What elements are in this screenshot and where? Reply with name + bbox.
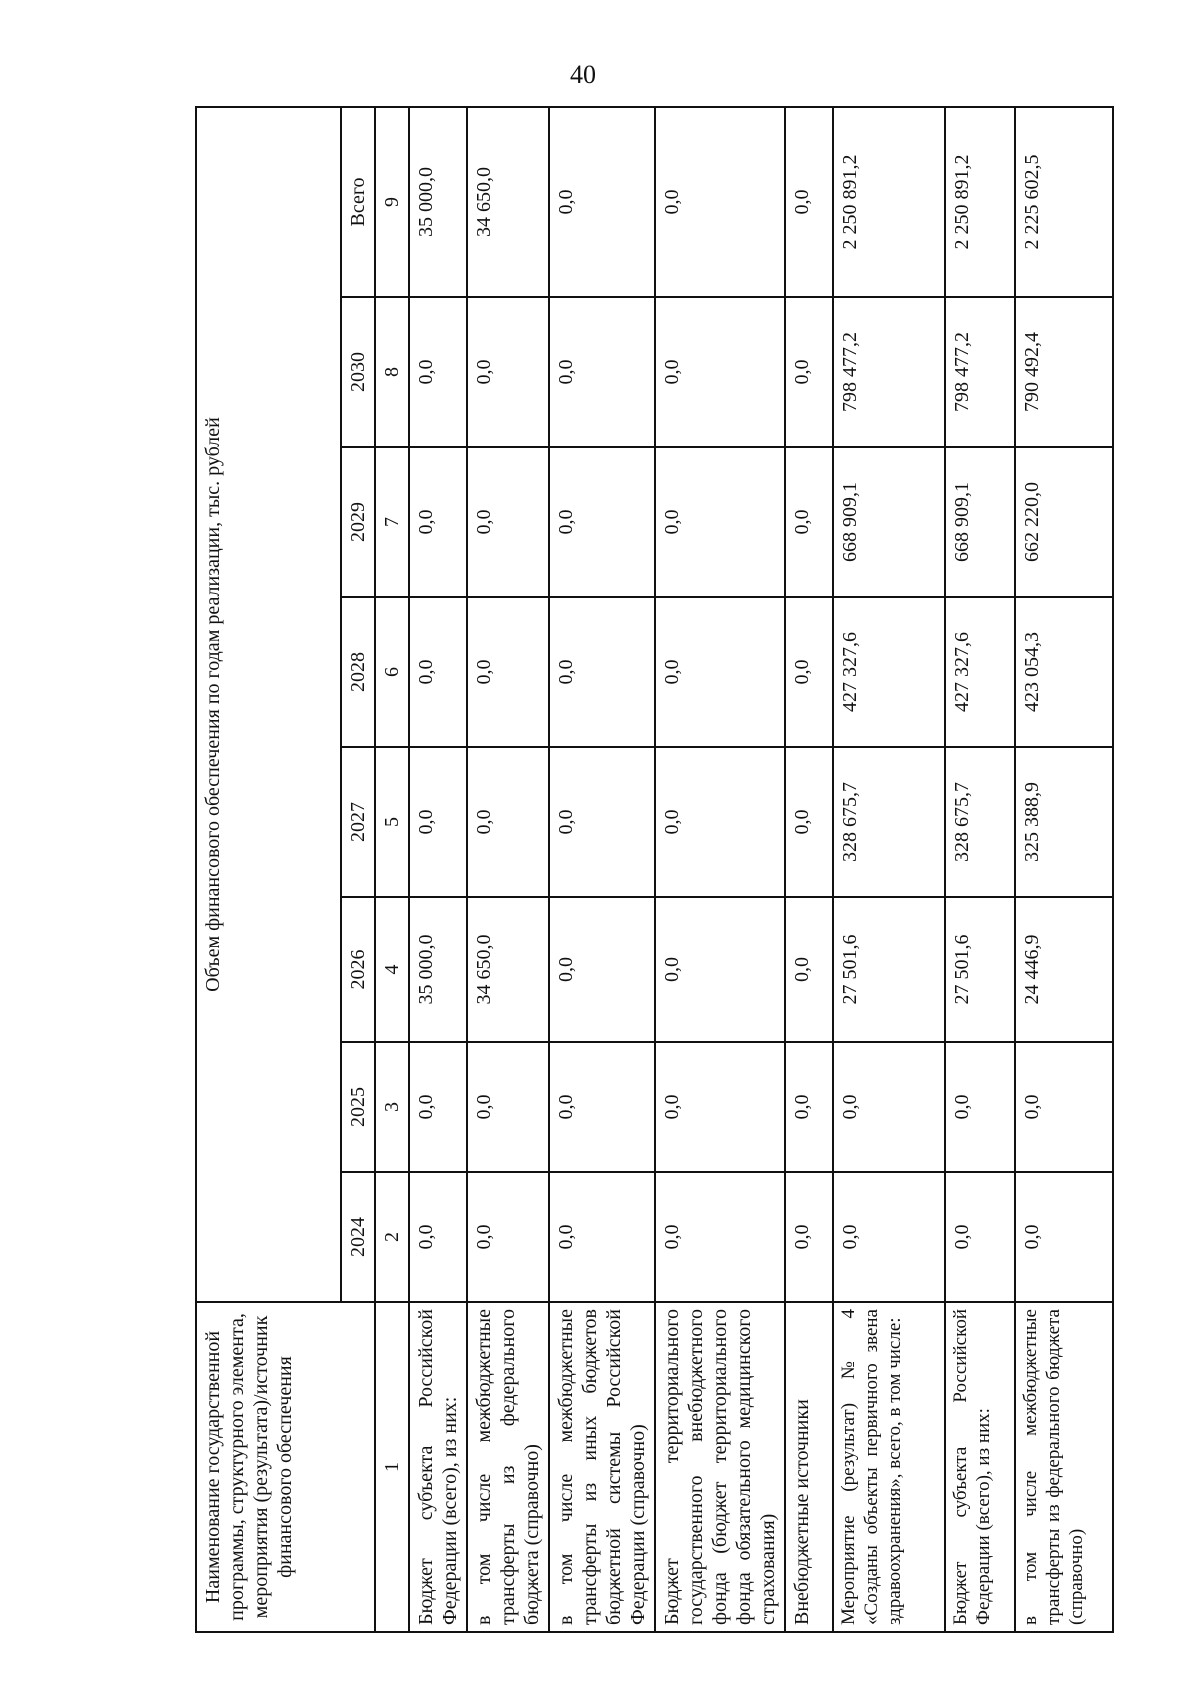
row-value: 2 250 891,2 (833, 107, 945, 297)
column-number: 2 (375, 1172, 409, 1302)
column-number: 9 (375, 107, 409, 297)
header-year: 2028 (341, 597, 375, 747)
row-value: 35 000,0 (409, 107, 467, 297)
row-value: 0,0 (945, 1172, 1015, 1302)
row-value: 0,0 (549, 1042, 655, 1172)
row-value: 27 501,6 (833, 897, 945, 1042)
row-value: 0,0 (1015, 1042, 1113, 1172)
column-number: 6 (375, 597, 409, 747)
row-value: 0,0 (833, 1172, 945, 1302)
row-value: 662 220,0 (1015, 447, 1113, 597)
table-row (785, 107, 833, 1632)
row-name: Внебюджетные источники (785, 1302, 833, 1632)
header-year: 2027 (341, 747, 375, 897)
table-row (833, 107, 945, 1632)
row-value: 0,0 (467, 297, 549, 447)
row-value: 0,0 (467, 747, 549, 897)
row-name: в том числе межбюджетные трансферты из федерального бюджета (справочно) (467, 1302, 549, 1632)
table-row (945, 107, 1015, 1632)
column-number: 1 (375, 1302, 409, 1632)
row-value: 0,0 (549, 897, 655, 1042)
row-value: 0,0 (785, 297, 833, 447)
row-value: 0,0 (409, 297, 467, 447)
row-value: 0,0 (785, 747, 833, 897)
column-number: 7 (375, 447, 409, 597)
row-value: 0,0 (655, 107, 785, 297)
row-value: 35 000,0 (409, 897, 467, 1042)
row-name: Мероприятие (результат) № 4 «Созданы объекты первичного звена здравоохранения», всего, в том числе: (833, 1302, 945, 1632)
row-value: 0,0 (785, 597, 833, 747)
row-value: 0,0 (409, 1042, 467, 1172)
row-value: 0,0 (409, 1172, 467, 1302)
row-name: Бюджет субъекта Российской Федерации (всего), из них: (409, 1302, 467, 1632)
row-value: 0,0 (785, 897, 833, 1042)
row-value: 0,0 (785, 1172, 833, 1302)
row-value: 0,0 (833, 1042, 945, 1172)
row-value: 0,0 (785, 1042, 833, 1172)
row-value: 2 250 891,2 (945, 107, 1015, 297)
row-value: 0,0 (409, 597, 467, 747)
funding-table (195, 106, 1114, 1633)
row-value: 0,0 (549, 597, 655, 747)
table-row (549, 107, 655, 1632)
header-year: 2024 (341, 1172, 375, 1302)
column-number: 3 (375, 1042, 409, 1172)
table-row (409, 107, 467, 1632)
row-value: 427 327,6 (945, 597, 1015, 747)
row-value: 34 650,0 (467, 897, 549, 1042)
row-value: 798 477,2 (945, 297, 1015, 447)
row-value: 0,0 (467, 1172, 549, 1302)
row-value: 0,0 (655, 897, 785, 1042)
header-year: Всего (341, 107, 375, 297)
row-value: 0,0 (1015, 1172, 1113, 1302)
row-name: Бюджет территориального государственного внебюджетного фонда (бюджет территориального фонда обязательного медицинского страхования) (655, 1302, 785, 1632)
row-value: 0,0 (655, 1042, 785, 1172)
header-funding-title: Объем финансового обеспечения по годам реализации, тыс. рублей (196, 107, 341, 1302)
row-value: 427 327,6 (833, 597, 945, 747)
rotated-table-container (195, 108, 1100, 1633)
row-value: 668 909,1 (945, 447, 1015, 597)
table-row (467, 107, 549, 1632)
row-value: 325 388,9 (1015, 747, 1113, 897)
table-row (655, 107, 785, 1632)
header-name-column: Наименование государственной программы, структурного элемента, мероприятия (результата)/источник финансового обеспечения (196, 1302, 375, 1632)
row-value: 0,0 (945, 1042, 1015, 1172)
table-row (1015, 107, 1113, 1632)
row-value: 423 054,3 (1015, 597, 1113, 747)
page-number: 40 (570, 60, 596, 89)
row-value: 0,0 (549, 1172, 655, 1302)
row-value: 0,0 (549, 447, 655, 597)
row-value: 0,0 (409, 447, 467, 597)
row-name: в том числе межбюджетные трансферты из иных бюджетов бюджетной системы Российской Федерации (справочно) (549, 1302, 655, 1632)
row-name: Бюджет субъекта Российской Федерации (всего), из них: (945, 1302, 1015, 1632)
row-value: 24 446,9 (1015, 897, 1113, 1042)
row-value: 328 675,7 (833, 747, 945, 897)
row-value: 790 492,4 (1015, 297, 1113, 447)
header-year: 2025 (341, 1042, 375, 1172)
row-value: 0,0 (655, 747, 785, 897)
row-value: 27 501,6 (945, 897, 1015, 1042)
header-year: 2026 (341, 897, 375, 1042)
row-value: 0,0 (549, 747, 655, 897)
row-value: 0,0 (549, 297, 655, 447)
row-value: 0,0 (409, 747, 467, 897)
header-year: 2030 (341, 297, 375, 447)
column-number: 5 (375, 747, 409, 897)
header-year: 2029 (341, 447, 375, 597)
row-name: в том числе межбюджетные трансферты из федерального бюджета (справочно) (1015, 1302, 1113, 1632)
rotated-table-inner (195, 108, 1100, 1633)
row-value: 0,0 (655, 297, 785, 447)
row-value: 0,0 (467, 447, 549, 597)
table-body (409, 107, 1113, 1632)
column-number: 8 (375, 297, 409, 447)
row-value: 34 650,0 (467, 107, 549, 297)
row-value: 0,0 (655, 447, 785, 597)
row-value: 0,0 (549, 107, 655, 297)
row-value: 0,0 (655, 597, 785, 747)
row-value: 0,0 (785, 107, 833, 297)
row-value: 0,0 (785, 447, 833, 597)
row-value: 0,0 (467, 597, 549, 747)
row-value: 668 909,1 (833, 447, 945, 597)
row-value: 798 477,2 (833, 297, 945, 447)
row-value: 0,0 (467, 1042, 549, 1172)
row-value: 2 225 602,5 (1015, 107, 1113, 297)
row-value: 328 675,7 (945, 747, 1015, 897)
column-number: 4 (375, 897, 409, 1042)
row-value: 0,0 (655, 1172, 785, 1302)
